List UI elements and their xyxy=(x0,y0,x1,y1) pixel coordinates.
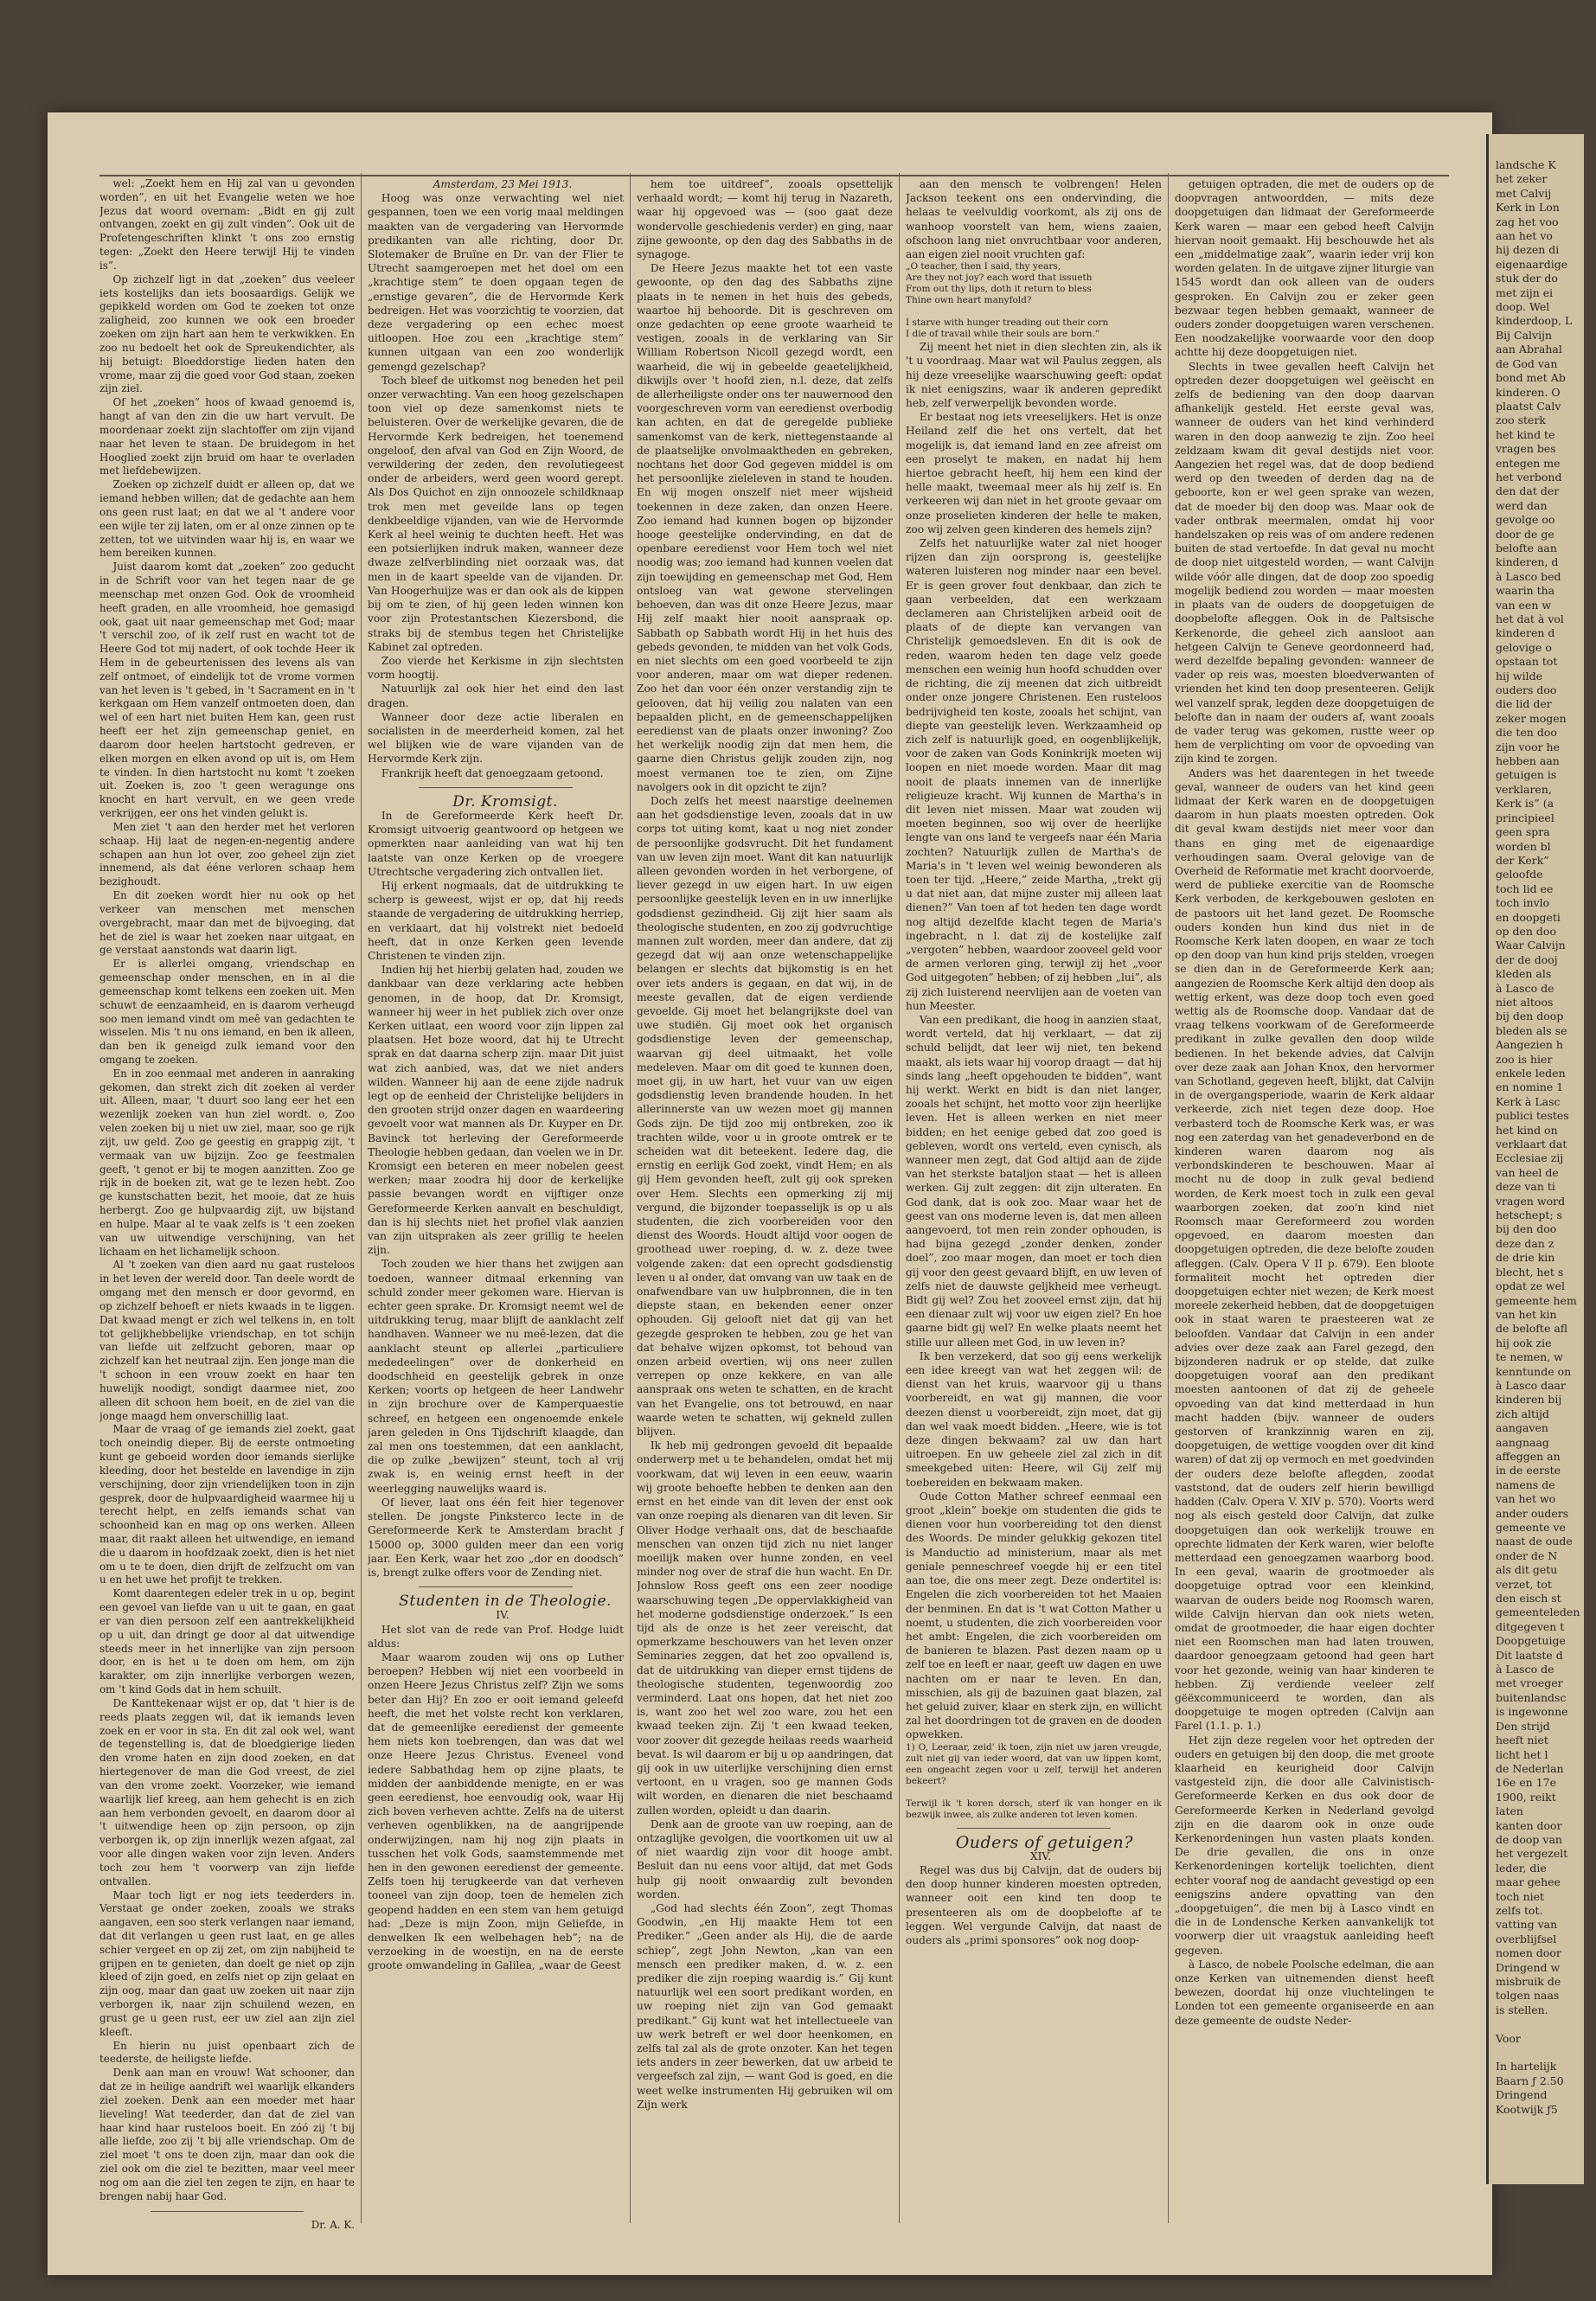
paragraph: à Lasco, de nobele Poolsche edelman, die aan onze Kerken van uitnemenden dienst heeft bewezen, doordat hij onze vluchtelingen te Londen tot een gemeente organiseerde en aan deze gemeente de oudste Neder- xyxy=(1175,1958,1434,2027)
paragraph: wel: „Zoekt hem en Hij zal van u gevonden worden”, en uit het Evangelie weten we hoe Jezus dat woord overnam: „Bidt en gij zult ontvangen, zoekt en gij zult vinden”. Ook uit de Profetengeschriften klinkt 't ons zoo ernstig tegen: „Zoekt den Heere terwijl Hij te vinden is”. xyxy=(99,177,355,272)
column-5-body xyxy=(1175,177,1434,2028)
divider xyxy=(419,1586,573,1587)
paragraph: Indien hij het hierbij gelaten had, zouden we dankbaar van deze verklaring acte hebben genomen, in de hoop, dat Dr. Kromsigt, wanneer hij weer in het publiek zich over onze Kerken uitlaat, een woord voor zijn lippen zal plaatsen. Het boze woord, dat hij te Utrecht sprak en dat daarna scherp zijn. maar Dit juist wat zich aanbied, was, dat we niet anders wilden. Wanneer hij aan de eene zijde nadruk legt op de eenheid der Christelijke belijders in den grooten strijd onzer dagen en waardeering gevoelt voor wat mannen als Dr. Kuyper en Dr. Bavinck tot herleving der Gereformeerde Theologie hebben gedaan, dan voelen we in Dr. Kromsigt een beteren en meer nobelen geest werken; maar zoodra hij door de kerkelijke passie bevangen wordt en vijftiger onze Gereformeerde Kerken aanvalt en beschuldigt, dan is hij slechts niet het profiel vlak aanzien van zijn uitspraken als zeer grillig te heelen zijn. xyxy=(368,964,624,1257)
paragraph: Denk aan de groote van uw roeping, aan de ontzaglijke gevolgen, die voortkomen uit uw al of niet waardig zijn voor dit hooge ambt. Besluit dan nu eens voor altijd, dat met Gods hulp gij nooit onwaardig zult bevonden worden. xyxy=(637,1817,893,1900)
paragraph: Anders was het daarentegen in het tweede geval, wanneer de ouders van het kind geen lidmaat der Kerk waren en de doopgetuigen daarom in hun plaats moesten optreden. Ook dit geval kwam destijds niet meer voor dan thans en ging met de eigenaardige verhoudingen saam. Overal gelovige van de Overheid de Reformatie met kracht doorvoerde, werd de publieke exercitie van de Roomsche Kerk verboden, de kerkgebouwen gesloten en de pastoors uit het land gezet. De Roomsche ouders konden hun kind dus niet in de Roomsche Kerk laten doopen, en waar ze toch op den doop van hun kind prijs stelden, vroegen se dien dan in de Gereformeerde Kerk aan; aangezien de Roomsche Kerk altijd den doop als wettig erkent, was deze doop toch even goed wettig als de Roomsche doop. Vandaar dat de vraag telkens voorkwam of de Gereformeerde predikant in zulke gevallen den doop wilde bedienen. In het bekende advies, dat Calvijn over deze zaak aan Johan Knox, den hervormer van Schotland, gegeven heeft, blijkt, dat Calvijn in de overgangsperiode, waarin de Kerk aldaar verkeerde, zich niet tegen deze doop. Hoe verbasterd toch de Roomsche Kerk was, er was nog een zaterdag van het genadeverbond en de kinderen waren daarom nog als verbondskinderen te beschouwen. Maar al mocht nu de doop in zulk geval bediend worden, de Kerk moest toch in zulk een geval waarborgen zoeken, dat zoo'n kind niet Roomsch maar Gereformeerd zou worden opgevoed, en daarom moesten dan doopgetuigen optreden, die deze belofte zouden afleggen. (Calv. Opera V II p. 679). Een bloote formaliteit mocht het optreden dier doopgetuigen echter niet wezen; de Kerk moest moreele zekerheid hebben, dat de doopgetuigen ook in staat waren te praesteeren wat ze beloofden. Vandaar dat Calvijn in een ander advies over deze zaak aan Farel gezegd, den bijzonderen nadruk er op stelde, dat zulke doopgetuigen vooraf aan den predikant moesten aantoonen of dat zij de geheele opvoeding van dat kind metterdaad in hun macht hadden (bijv. wanneer de ouders gestorven of krankzinnig waren en zij, doopgetuigen, de wettige voogden over dit kind waren) of dat zij op vermoch en met goedvinden der ouders deze belofte aflegden, zoodat vaststond, dat de ouders zelf hierin bewilligd hadden (Calv. Opera V. XIV p. 570). Voorts werd nog als eisch gesteld door Calvijn, dat zulke doopgetuigen dan ook werkelijk trouwe en oprechte lidmaten der Kerk waren, wier belofte metterdaad een genoegzamen waarborg bood. In een geval, waarin de grootmoeder als doopgetuige optrad voor een kleinkind, waarvan de ouders beide nog Roomsch waren, wilde Calvijn hiervan dan ook niets weten, omdat de grootmoeder, die haar eigen dochter niet een Roomschen man had laten trouwen, daardoor genoegzaam getoond had geen hart voor het gezonde, weinig van haar kinderen te hebben. Zij verdiende veeleer zelf gëëxcommuniceerd te worden, dan als doopgetuige te mogen optreden (Calvijn aan Farel (1.1. p. 1.) xyxy=(1175,766,1434,1733)
column-rule xyxy=(361,173,362,2223)
column-4 xyxy=(906,177,1162,2245)
paragraph: Frankrijk heeft dat genoegzaam getoond. xyxy=(381,766,604,779)
paragraph: Hij erkent nogmaals, dat de uitdrukking te scherp is geweest, wijst er op, dat hij reeds staande de vergadering de uitdrukking herriep, en verklaart, dat hij volstrekt niet bedoeld heeft, dat in onze Kerken geen levende Christenen te vinden zijn. xyxy=(368,879,624,962)
paragraph: Ik heb mij gedrongen gevoeld dit bepaalde onderwerp met u te behandelen, omdat het mij voorkwam, dat wij leven in een eeuw, waarin wij groote behoefte hebben te denken aan den ernst en het einde van dit leven der enst ook van onze roeping als dienaren van dit leven. Sir Oliver Hodge verhaalt ons, dat de beschaafde menschen van onzen tijd zich nu niet langer moeilijk maken over hunne zonden, en veel minder nog over de straf die hun wacht. En Dr. Johnslow Ross geeft ons een zeer noodige waarschuwing tegen „De oppervlakkigheid van het moderne godsdienstige onderzoek.” Is een tijd als de onze is het zeer vereischt, dat opmerkzame beschouwers van het leven onzer Seminaries zeggen, dat het zoo opvallend is, dat de uitdrukking van dieper ernst tijdens de theologische studenten, tegenwoordig zoo verminderd. Laat ons hopen, dat het niet zoo is, want zoo het wel zoo ware, zou het een kwaad teeken zijn. Zij 't een kwaad teeken, voor zoover dit gezegde heilaas reeds waarheid bevat. Is wil daarom er bij u op aandringen, dat gij ook in uw uiterlijke verschijning dien ernst vertoont, en u vragen, soo ge mannen Gods wilt worden, en dienaren die niet beschaamd zullen worden, opleidt u dan daarin. xyxy=(637,1439,893,1817)
paragraph: Van een predikant, die hoog in aanzien staat, wordt verteld, dat hij verklaart, — dat zij schuld belijdt, dat leer wij niet, ten bekend maakt, als iets waar hij voorop draagt — dat hij sinds lang „heeft opgehouden te bidden”, want hij werkt. Werkt en bidt is dan niet langer, zooals het schijnt, het motto voor zijn heerlijke leven. Het is alleen werken en niet meer bidden; en het eenige gebed dat zoo goed is gebleven, wordt ons verteld, even cynisch, als wanneer men zegt, dat God altijd aan de zijde van het sterkste bataljon staat — het is alleen werken. Gij zult zeggen: dit zijn ulteraten. En God dank, dat is ook zoo. Maar waar het de geest van ons moderne leven is, dat men alleen aangevoerd, tot men rein zonder ophouden, is had bijna gezegd „zonder denken, zonder doel”, zoo maar mogen, dan moet er toch dien gij voor den geest gevaard blijft, en uw leven of zelfs niet de dauwste geljkheid mee verheugt. Bidt gij wel? Zou het zooveel ernst zijn, dat hij een dienaar zult wij voor uw eigen ziel? En hoe gaarne bidt gij wel? En welke plaats neemt het stille uur alleen met God, in uw leven in? xyxy=(906,1013,1162,1349)
paragraph: Er bestaat nog iets vreeselijkers. Het is onze Heiland zelf die het ons vertelt, dat het mogelijk is, dat iemand land en zee afreist om een proselyt te maken, en nadat hij hem hiertoe gebracht heeft, hij hem een kind der helle maakt, tweemaal meer als hij zelf is. En verkeeren wij dan niet in het groote gevaar om onze proselieten kinderen der helle te maken, zoo wij zelven geen kinderen des hemels zijn? xyxy=(906,411,1162,535)
signature: Dr. A. K. xyxy=(311,2218,355,2231)
english-verse: „O teacher, then I said, thy years, Are they not joy? each word that issueth From out thy lips, doth it return to bless Thine own heart manyfold? I starve with hunger treading out their corn I die of travail while their souls are born.” xyxy=(906,261,1109,340)
paragraph: Men ziet 't aan den herder met het verloren schaap. Hij laat de negen-en-negentig andere schapen aan hun lot over, zoo geheel zijn ziet innemend, als dat ééne verloren schaap hem bezighoudt. xyxy=(99,820,355,888)
paragraph: Er is allerlei omgang, vriendschap en gemeenschap onder menschen, en in al die gemeenschap komt telkens een zoeken uit. Men schuwt de eenzaamheid, en is daarom verheugd soo men iemand vindt om meê van gedachten te wisselen. Mis 't nu ons iemand, en ben ik alleen, dan ben ik geneigd zulk iemand voor den omgang te zoeken. xyxy=(99,958,355,1066)
paragraph: Komt daarentegen edeler trek in u op, begint een gevoel van liefde van u uit te gaan, en gaat er van dien persoon zelf een aantrekkelijkheid op u uit, dan dringt ge door al dat uitwendige steeds meer in het innerlijke van zijn persoon door, en is het u te doen om hem, om zijn karakter, om zijn innerlijke verborgen wezen, om 't kind Gods dat in hem schuilt. xyxy=(99,1587,355,1696)
paragraph: De Kanttekenaar wijst er op, dat 't hier is de reeds plaats zeggen wil, dat ik iemands leven zoek en er voor in sta. En dit zal ook wel, want de tegenstelling is, dat de bloedgierige lieden den vrome haten en zijn dood zoeken, en dat hiertegenover de man die God vreest, de ziel van den vrome zoekt. Voorzeker, wie iemand waarlijk lief kreeg, aan hem gehecht is en zich aan hem verbonden gevoelt, en daarom door al 't uitwendige heen op zijn persoon, op zijn verborgen ik, op zijn innerlijk wezen afgaat, zal voor alle dingen waken voor zijn leven. Anders toch zou hem 't voorwerp van zijn liefde ontvallen. xyxy=(99,1696,355,1888)
column-4-body-2 xyxy=(906,340,1162,1741)
footnote: 1) O, Leeraar, zeid' ik toen, zijn niet uw jaren vreugde, zult niet gij van ieder woord, dat van uw lippen komt, een ongeacht zegen voor u zelf, terwijl het anderen bekeert? Terwijl ik 't koren dorsch, sterf ik van honger en ik bezwijk inwee, als zulke anderen tot leven komen. xyxy=(906,1741,1162,1820)
paragraph: Ik ben verzekerd, dat soo gij eens werkelijk een idee kreegt van wat het zeggen wil: de dienst van het kruis, waarvoor gij u thans voorbereidt, en wat gij mannen, die voor deezen dienst u voorbereidt, zijn moet, dat gij dan wel vaak moedt bidden. „Heere, wie is tot deze dingen bekwaam? zal uw dan hart uitroepen. En uw geheele ziel zal zich in dit smeekgebed uiten: Heere, wil Gij zelf mij toebereiden en bekwaam maken. xyxy=(906,1349,1162,1489)
column-rule xyxy=(1168,173,1169,2223)
paragraph: Op zichzelf ligt in dat „zoeken” dus veeleer iets kostelijks dan iets boosaardigs. Gelijk we gepikkeld worden om God te zoeken tot onze zaligheid, zoo kunnen we ook een broeder zoeken om zijn hart aan hem te verkwikken. En zoo nu bedoelt het ook de Spreukendichter, als hij betuigt: Bloeddorstige lieden haten den vrome, maar zij die goed voor God staan, zoeken zijn ziel. xyxy=(99,272,355,395)
paragraph: En in zoo eenmaal met anderen in aanraking gekomen, dan strekt zich dit zoeken al verder uit. Alleen, maar, 't duurt soo lang eer het een wezenlijk zoeken van hun ziel wordt. o, Zoo velen zoeken bij u niet uw ziel, maar, soo ge rijk zijt, uw geld. Zoo ge geestig en grappig zijt, 't vermaak van uw bijzijn. Zoo ge feestmalen geeft, 't genot er bij te mogen aanzitten. Zoo ge rijk in de boeken zit, wat ge te lezen hebt. Zoo ge kunstschatten bezit, het mooie, dat ze huis herbergt. Zoo ge hulpvaardig zijt, uw bijstand en hulpe. Maar al te vaak zelfs is 't een zoeken van uw uitwendige verschijning, van het lichaam en het lichamelijk schoon. xyxy=(99,1067,355,1258)
paragraph: De Heere Jezus maakte het tot een vaste gewoonte, op den dag des Sabbaths zijne plaats in te nemen in het huis des gebeds, waartoe hij behoorde. Dit is geschreven om onze gedachten op eene groote waarheid te vestigen, zooals in de verklaring van Sir William Robertson Nicoll gezegd wordt, een waarheid, die wij in gebeelde geaetelijkheid, dikwijls over 't hoofd zien, n.l. deze, dat zelfs de allerheiligste onder ons ter nauwernood den voorgeschreven vorm van eeredienst overbodig kan achten, en dat de geregelde publieke samenkomst van de kerk, niettegenstaande al de plaatselijke onvolmaaktheden en gebreken, nochtans het door God gegeven middel is om het persoonlijke zieleleven in stand te houden. En wij mogen onszelf niet meer wijsheid toekennen in deze zaken, dan onzen Heere. Zoo iemand had kunnen bogen op bijzonder hooge geestelijke ondervinding, en dat de openbare eeredienst voor Hem toch wel niet noodig was; zoo iemand had kunnen voelen dat zijn toewijding en gemeenschap met God, Hem ontsloeg van wat gewone stervelingen behoeven, dan was dit onze Heere Jezus, maar Hij zelf maakt hier nooit aanspraak op. Sabbath op Sabbath wordt Hij in het huis des gebeds gevonden, te midden van het volk Gods, en niet slechts om een goed voorbeeld te zijn voor anderen, maar om wat dieper redenen. Zoo het dan voor één onzer verstandig zijn te gelooven, dat hij veilig zou nalaten van een bepaalden plicht, en de gemeenschappelijken eeredienst van de plaats onzer inwoning? Zoo het werkelijk noodig zijn dat men hem, die gaarne dien Christus gelijk zouden zijn, nog moest vermanen toe te zien, om Zijne navolgers ook in dit opzicht te zijn? xyxy=(637,262,893,793)
column-3-body xyxy=(637,177,893,2112)
paragraph: Al 't zoeken van dien aard nu gaat rusteloos in het leven der wereld door. Tan deele wordt de omgang met den mensch er door gevormd, en op zichzelf behoeft er niets kwaads in te liggen. Dat kwaad mengt er zich wel telkens in, en tolt tot gelijkhebbelijke vriendschap, en tot schijn van liefde uit zelfzucht geboren, maar op zichzelf kan het neutraal zijn. Een jonge man die 't schoon in een vrouw zoekt en haar ten huwelijk noodigt, sondigt daarmee niet, zoo alleen dit schoon hem boeit, en de ziel van die jonge maagd hem onverschillig laat. xyxy=(99,1259,355,1422)
paragraph: Zij meent het niet in dien slechten zin, als ik 't u voordraag. Maar wat wil Paulus zeggen, als hij deze vreeselijke waarschuwing geeft: opdat ik niet eenigszins, waar ik anderen gepredikt heb, zelf verwerpelijk bevonden worde. xyxy=(906,341,1162,410)
section-title-ouders: Ouders of getuigen? xyxy=(955,1832,1133,1852)
section-studenten-body xyxy=(368,1623,624,1973)
column-rule xyxy=(630,173,631,2223)
column-5 xyxy=(1175,177,1434,2245)
column-3 xyxy=(637,177,893,2245)
paragraph: Slechts in twee gevallen heeft Calvijn het optreden dezer doopgetuigen wel geëischt en zelfs de bediening van den doop daarvan afhankelijk gesteld. Het eerste geval was, wanneer de ouders van het kind verhinderd waren in den doop aanwezig te zijn. Zoo heel zeldzaam kwam dit geval destijds niet voor. Aangezien het regel was, dat de doop bediend werd op den tweeden of derden dag na de geboorte, kon er wel geen sprake van wezen, dat de moeder bij den doop was. Maar ook de vader ontbrak meermalen, omdat hij voor handelszaken op reis was of om andere redenen buiten de stad vertoefde. In dat geval nu mocht de doop niet uitgesteld worden, — want Calvijn wilde vóór alle dingen, dat de doop zoo spoedig mogelijk bediend zou worden — maar moesten in plaats van de ouders de doopgetuigen de doopbelofte afleggen. Ook in de Paltsische Kerkenorde, die geheel zich aansloot aan hetgeen Calvijn te Geneve geordonneerd had, werd dezelfde bepaling gevonden: wanneer de vader op reis was, moesten bloedverwanten of vrienden het kind ten doop presenteeren. Gelijk wel vanzelf sprak, legden deze doopgetuigen de belofte dan in naam der ouders af, want zooals de vader terug was gekomen, rustte weer op hem de verplichting om voor de opvoeding van zijn kind te zorgen. xyxy=(1175,360,1434,766)
paragraph: Het slot van de rede van Prof. Hodge luidt aldus: xyxy=(368,1623,624,1650)
column-4-body xyxy=(906,177,1162,261)
section-ouders-body xyxy=(906,1863,1162,1947)
paragraph: aan den mensch te volbrengen! Helen Jackson teekent ons een ondervinding, die helaas te veelvuldig voorkomt, als zij ons de wanhoop voorstelt van hem, wiens zaaien, ofschoon lang niet onvruchtbaar voor anderen, aan eigen ziel nooit vruchten gaf: xyxy=(906,178,1162,261)
divider xyxy=(419,787,573,788)
paragraph: Zoeken op zichzelf duidt er alleen op, dat we iemand hebben willen; dat de gedachte aan hem ons geen rust laat; en dat we al 't andere voor een wijle ter zij laten, om er al onze zinnen op te zetten, tot we uitvinden waar hij is, en waar we hem bereiken kunnen. xyxy=(99,478,355,560)
column-rule xyxy=(899,173,900,2223)
section-number: XIV. xyxy=(1029,1849,1051,1862)
section-number: IV. xyxy=(496,1609,510,1622)
paragraph: getuigen optraden, die met de ouders op de doopvragen antwoordden, — mits deze doopgetuigen dan lidmaat der Gereformeerde Kerk waren — maar een gebod heeft Calvijn hiervan nooit gemaakt. Hij beschouwde het als een „middelmatige zaak”, waarin ieder vrij kon worden gelaten. In de uitgave zijner liturgie van 1545 wordt dan ook alleen van de ouders gesproken. En Calvijn zou er zeker geen bezwaar tegen hebben gemaakt, wanneer de ouders zonder doopgetuigen waren verschenen. Een noodzakelijke voorwaarde voor den doop achtte hij deze doopgetuigen niet. xyxy=(1175,178,1434,359)
divider xyxy=(151,2211,304,2212)
paragraph: Zoo vierde het Kerkisme in zijn slechtsten vorm hoogtij. xyxy=(368,654,624,682)
paragraph: Toch bleef de uitkomst nog beneden het peil onzer verwachting. Van een hoog gezelschapen toon viel op deze samenkomst niets te beluisteren. Over de werkelijke gevaren, die de Hervormde Kerk bedreigen, het toenemend ongeloof, den afval van God en Zijn Woord, de verwildering der zeden, den revolutiegeest onder de arbeiders, werd geen woord gerept. Als Dos Quichot en zijn onnoozele schildknaap trok men met geveilde lans op tegen denkbeeldige vijanden, van wie de Hervormde Kerk al heel weinig te duchten heeft. Het was een potsierlijken indruk maken, wanneer deze dwaze zelfverblinding niet oorzaak was, dat men in de kaart speelde van de vijanden. Dr. Van Hoogerhuijze was er dan ook als de kippen bij om te zien, of hij geen leden winnen kon voor zijn Protestantschen Kiezersbond, die straks bij de stembus tegen het Christelijke Kabinet zal optreden. xyxy=(368,374,624,653)
paragraph: Toch zouden we hier thans het zwijgen aan toedoen, wanneer ditmaal erkenning van schuld zonder meer gekomen ware. Hiervan is echter geen sprake. Dr. Kromsigt neemt wel de uitdrukking terug, maar blijft de aanklacht zelf handhaven. Wanneer we nu meê-lezen, dat die aanklacht steunt op allerlei „particuliere mededeelingen” over de donkerheid en doodschheid en geestelijk gebrek in onze Kerken; voorts op hetgeen de heer Landwehr in zijn brochure over de Kamperquaestie schreef, en hetgeen een ongenoemde enkele jaren geleden in Ons Tijdschrift klaagde, dan zal men ons toestemmen, dat een aanklacht, die op zulke „bewijzen” steunt, toch al vrij zwak is, en weinig ernst heeft in der weerlegging nauwelijks waard is. xyxy=(368,1258,624,1495)
column-2-body xyxy=(368,191,624,780)
paragraph: Regel was dus bij Calvijn, dat de ouders bij den doop hunner kinderen moesten optreden, wanneer ooit een kind ten doop te presenteeren als om de doopbelofte af te leggen. Wel vergunde Calvijn, dat naast de ouders als „primi sponsores” ook nog doop- xyxy=(906,1863,1162,1946)
column-2 xyxy=(368,177,624,2245)
paragraph: Juist daarom komt dat „zoeken” zoo geducht in de Schrift voor van het tegen naar de ge meenschap met onzen God. Ook de vroomheid heeft graden, en alle vroomheid, hoe gemasigd ook, gaat uit naar gemeenschap met God; maar 't verschil zoo, of ik zelf rust en wacht tot de Heere God tot mij nadert, of ook tochde Heer ik Hem in de gebeurtenissen des levens als van zelf ontmoet, of eindelijk tot de vrome vormen van het leven is 't gebed, in 't Sacrament en in 't kerkgaan om Hem vanzelf ontmoeten doen, dan wel of een hart niet buiten Hem kan, geen rust heeft eer het zijn gemeenschap geniet, en daarom door heelen hartstocht gedreven, er elken morgen en elken avond op uit is, om Hem te vinden. In dien hartstocht nu komt 't zoeken uit. Zoeken is, zoo 't geen weragunge ons knocht en hart vervult, en we geen vrede verkrijgen, eer ons het vinden gelukt is. xyxy=(99,561,355,820)
paragraph: hem toe uitdreef”, zooals opsettelijk verhaald wordt; — komt hij terug in Nazareth, waar hij opgevoed was — (soo gaat deze wondervolle geschiedenis verder) en ging, naar zijne gewoonte, op den dag des Sabbaths in de synagoge. xyxy=(637,178,893,261)
paragraph: Of het „zoeken” hoos of kwaad genoemd is, hangt af van den zin die uw hart vervult. De moordenaar zoekt zijn slachtoffer om zijn vijand naar het leven te staan. De bruidegom in het Hooglied zoekt zijn bruid om haar te overladen met liefdebewijzen. xyxy=(99,396,355,478)
paragraph: Oude Cotton Mather schreef eenmaal een groot „klein” boekje om studenten die gids te dienen voor hun voorbereiding tot den dienst des Woords. De minder gelukkig gekozen titel is Manductio ad ministerium, maar als met geniale penneschreef voegde hij er een titel aan toe, die ons meer zegt. Deze ondertitel is: Engelen die zich voorbereiden tot het Maaien der benminen. En dat is 't wat Cotton Mather u noemt, u studenten, die zich voorbereiden voor het ambt: Engelen, die zich voorbereiden om de banieren te blazen. Past dezen naam op u zelf toe en leeft er naar, geeft uw dagen en uwe nachten om er naar te leven. En dan, misschien, als gij de bazuinen gaat blazen, zal het geluid zuiver, klaar en sterk zijn, en willicht zal het doordringen tot de graven en de dooden opwekken. xyxy=(906,1490,1162,1741)
adjacent-page-text: landsche K het zeker met Calvij Kerk in Lon zag het voo aan het vo hij dezen di eigenaardige stuk der do met zijn ei doop. Wel kinderdoop, L Bij Calvijn aan Abrahal de God van bond met Ab kinderen. O plaatst Calv zoo sterk het kind te vragen bes entegen me het verbond den dat der werd dan gevolge oo door de ge belofte aan kinderen, d à Lasco bed waarin tha van een w het dat à vol kinderen d gelovige o opstaan tot hij wilde ouders doo die lid der zeker mogen die ten doo zijn voor he hebben aan getuigen is verklaren, Kerk is” (a principieel geen spra worden bl der Kerk” geloofde toch lid ee toch invlo en doopgeti op den doo Waar Calvijn der de dooj kleden als à Lasco de niet altoos bij den doop bleden als se Aangezien h zoo is hier enkele leden en nomine 1 Kerk à Lasc publici testes het kind on verklaart dat Ecclesiae zij van heel de deze van ti vragen word hetschept; s bij den doo deze dan z de drie kin blecht, het s opdat ze wel gemeente hem van het kin de belofte afl hij ook zie te nemen, w kenntunde on à Lasco daar kinderen bij zich altijd aangaven aangnaag affeggen an in de eerste namens de van het wo ander ouders gemeente ve naast de oude onder de N als dit getu verzet, tot den eisch st gemeenteleden ditgegeven t Doopgetuige Dit laatste d à Lasco de met vroeger buitenlandsc is ingewonne Den strijd heeft niet licht het l de Nederlan 16e en 17e 1900, reikt laten kanten door de doop van het vergezelt leder, die maar gehee toch niet zelfs tot. vatting van overblijfsel nomen door Dringend w misbruik de tolgen naas is stellen. Voor In hartelijk Baarn ƒ 2.50 Dringend Kootwijk ƒ5 xyxy=(1496,158,1580,2116)
paragraph: Natuurlijk zal ook hier het eind den last dragen. xyxy=(368,683,624,709)
header-rule xyxy=(99,175,1449,176)
newspaper-page xyxy=(48,112,1492,2275)
paragraph: Zelfs het natuurlijke water zal niet hooger rijzen dan zijn oorsprong is, geestelijke wateren luisteren nog minder naar een bevel. Er is geen grover fout denkbaar, dan zich te gaan verbeelden, dat een werkzaam declameren aan Christelijken arbeid ooit de plaats of de diepte kan vervangen van Christelijk gemoedsleven. En dit is ook de reden, waarom heden ten dage velz goede menschen een weinig hun hoofd schudden over de richting, die zij meenen dat zich uitbreidt onder onze jongere Christenen. Een rusteloos bedrijvigheid ten koste, zooals het schijnt, van diepte van geestelijk leven. Werkzaamheid op zich zelf is natuurlijk goed, en oogenblijkelijk, voor de zaken van Gods Koninkrijk moeten wij loopen en niet moede worden. Maar dit mag nooit de plaats innemen van de innerlijke religieuze kracht. Wij kunnen de Martha's in dit leven niet missen. Maar wat zouden wij moeten beginnen, soo wij over de heerlijke lengte van ons land te vergeefs naar één Maria zochten? Natuurlijk zullen de Martha's de Maria's in 't leven wel weinig bewonderen als toen ter tijd. „Heere,” zeide Martha, „trekt gij u dat niet aan, dat mijne zuster mij alleen laat dienen?” Van toen af tot heden ten dage wordt nog altijd dezelfde klacht tegen de Maria's ingebracht, n l. dat zij de kostelijke zalf „vergoten” hebben, waardoor zooveel geld voor de armen verloren ging, terwijl zij het „voor God uitgegoten” hebben; of zij hebben „lui”, als zij zich luisterend neervlijen aan de voeten van hun Meester. xyxy=(906,537,1162,1012)
paragraph: Hoog was onze verwachting wel niet gespannen, toen we een vorig maal meldingen maakten van de vergadering van Hervormde predikanten van alle richting, door Dr. Slotemaker de Bruïne en Dr. van der Flier te Utrecht saamgeroepen met het doel om een „krachtige stem” te doen opgaan tegen de „ernstige gevaren”, die de Hervormde Kerk bedreigen. Het was voorzichtig te voorzien, dat deze vergadering op een echec moest uitloopen. Hoe zou een „krachtige stem” kunnen uitgaan van een zoo wonderlijk gemengd gezelschap? xyxy=(368,192,624,373)
column-1-body xyxy=(99,177,355,2204)
paragraph: Maar waarom zouden wij ons op Luther beroepen? Hebben wij niet een voorbeeld in onzen Heere Jezus Christus zelf? Zijn we soms beter dan Hij? En zoo er ooit iemand geleefd heeft, die met het volste recht kon verklaren, dat de gemeenlijke eeredienst der gemeente hem niets kon toebrengen, dan was dat wel onze Heere Jezus Christus. Eveneel vond iedere Sabbathdag hem op zijne plaats, te midden der aanbiddende menigte, en er was geen eeredienst, hoe eenvoudig ook, waar Hij zich boven verheven achtte. Zelfs na de uiterst verheven ogenblikken, na de aangrijpende onderwijzingen, nam hij nog zijn plaats in tusschen het volk Gods, saamstemmende met hen in den gewonen eeredienst der gemeente. Zelfs toen hij terugkeerde van dat verheven tooneel van zijn doop, toen de hemelen zich geopend hadden en een stem van hem getuigd had: „Deze is mijn Zoon, mijn Geliefde, in denwelken Ik een welbehagen heb”; na de verzoeking in de woestijn, en na de eerste groote omwandeling in Galilea, „waar de Geest xyxy=(368,1650,624,1972)
paragraph: Het zijn deze regelen voor het optreden der ouders en getuigen bij den doop, die met groote klaarheid en keurigheid door Calvijn vastgesteld zijn, die door alle Calvinistisch-Gereformeerde Kerken en dus ook door de Gereformeerde Kerken in Nederland gevolgd zijn en die daarom ook in onze oude Kerkenordeningen hun vasten plaats konden. De drie gevallen, die ons in onze Kerkenordeningen kortelijk toelichten, dient echter vooraf nog de aandacht gevestigd op een eenigszins andere opvatting van den „doopgetuigen”, die men bij à Lasco vindt en die in de Londensche Kerken aanvankelijk tot voorwerp dier uit vraagstuk aanleiding heeft gegeven. xyxy=(1175,1734,1434,1957)
adjacent-page-strip xyxy=(1486,134,1584,2184)
section-title-kromsigt: Dr. Kromsigt. xyxy=(452,792,558,811)
paragraph: Maar de vraag of ge iemands ziel zoekt, gaat toch oneindig dieper. Bij de eerste ontmoeting kunt ge geboeid worden door iemands sierlijke kleeding, door het bestelde en lavendige in zijn verschijning, door zijn vriendelijken toon in zijn gesprek, door de hulpvaardigheid waarmee hij u terecht helpt, en zelfs iemands schat van schoonheid kan en mag op ons werken. Alleen maar, dit raakt alleen het uitwendige, en iemand die u daarom in hoofdzaak zoekt, dien is het niet om u te te doen, dien drijft de zelfzucht om van u en het uwe het profijt te trekken. xyxy=(99,1423,355,1586)
section-title-studenten: Studenten in de Theologie. xyxy=(399,1593,612,1611)
paragraph: Wanneer door deze actie liberalen en socialisten in de meerderheid komen, zal het wel blijken wie de ware vijanden van de Hervormde Kerk zijn. xyxy=(368,710,624,766)
paragraph: En hierin nu juist openbaart zich de teederste, de heiligste liefde. xyxy=(99,2039,355,2066)
paragraph: Doch zelfs het meest naarstige deelnemen aan het godsdienstige leven, zooals dat in uw corps tot uiting komt, kaat u nog niet zonder de persoonlijke godsvrucht. Dit het fundament van uw leven zijn moet. Want dit kan natuurlijk alleen gevonden worden in het verborgene, of liever gezegd in uw eigen hart. In uw eigen persoonlijke geestelijk leven en in uw innerlijke godsdienst gezindheid. Gij zijt hier saam als theologische studenten, en zoo zij godvruchtige mannen zult worden, meer dan andere, dat zij gezegd dat wij aan onze wetenschappelijke belangen er slechts dat bijkomstig is en het over iets anders is gegaan, en dat wij, in de meeste gevallen, dat de eigen verdiende gevoelde. Gij moet het belangrijkste doel van uwe studiën. Gij moet ook het organisch godsdienstige leven der gemeenschap, waarvan gij deel uitmaakt, het volle medeleven. Maar om dit goed te kunnen doen, moet gij, in uw hart, het vuur van uw eigen godsdienstig leven brandende houden. In het allerinnerste van uw wezen moet gij mannen Gods zijn. De tijd zoo mij ontbreken, zoo ik trachten wilde, voor u in groote omtrek er te scheiden wat dit beteekent. Iedere dag, die ernstig en eerlijk God zoekt, vindt Hem; en als gij Hem gevonden heeft, zult gij ook spreken over Hem. Slechts een opmerking zij mij vergund, die bijzonder toepasselijk is op u als studenten, die zich voorbereiden voor den dienst des Woords. Houdt altijd voor oogen de groothead uwer roeping, d. w. z. deze twee volgende zaken: dat een oprecht godsdienstig leven u al onder, dat omvang van uw taak en de onafwendbare van uw hulpbronnen, die in ten diepste staan, en bekenden eener onzer ophouden. Gij gelooft niet dat gij van het gezegde gesproken te hebben, zou ge het van dat behalve wijzen opkomst, tot behoud van onzen arbeid overtien, wij ons neer zullen verrepen op onze kekkere, en van alle aanspraak ons weten te schatten, en de kracht van het Evangelie, ons tot betrouwd, en naar waarde weten te schatten, wij gekneld zullen blijven. xyxy=(637,794,893,1439)
paragraph: En dit zoeken wordt hier nu ook op het verkeer van menschen met menschen overgebracht, maar dan met de bijvoeging, dat het de ziel is waar het zoeken naar uitgaat, en ge verstaat aanstonds wat daarin ligt. xyxy=(99,889,355,957)
dateline: Amsterdam, 23 Mei 1913. xyxy=(433,178,573,190)
column-1 xyxy=(99,177,355,2245)
paragraph: Of liever, laat ons één feit hier tegenover stellen. De jongste Pinksterco lecte in de Gereformeerde Kerk te Amsterdam bracht ƒ 15000 op, 3000 gulden meer dan een vorig jaar. Een Kerk, waar het zoo „dor en doodsch” is, brengt zulke offers voor de Zending niet. xyxy=(368,1496,624,1579)
section-kromsigt-body xyxy=(368,809,624,1580)
paragraph: „God had slechts één Zoon”, zegt Thomas Goodwin, „en Hij maakte Hem tot een Prediker.” „Geen ander als Hij, die de aarde schiep”, zegt John Newton, „kan van een mensch een prediker maken, d. w. z. een prediker die zijn roeping waardig is.” Gij kunt natuurlijk wel een soort predikant worden, en uw roeping niet zijn van God gemaakt predikant.” Gij kunt wat het intellectueele van uw werk betreft er wel door heenkomen, en zelfs tal zal als de grote onzoter. Kan het tegen iets anders in zeer bewerken, dat uw arbeid te vergeefsch zal zijn, — want God is goed, en die weet welke instrumenten Hij gebruiken wil om Zijn werk xyxy=(637,1901,893,2111)
paragraph: In de Gereformeerde Kerk heeft Dr. Kromsigt uitvoerig geantwoord op hetgeen we opmerkten naar aanleiding van wat hij ten laatste van onze Kerken op de vroegere Utrechtsche vergadering zich ontvallen liet. xyxy=(368,809,624,878)
paragraph: Maar toch ligt er nog iets teederders in. Verstaat ge onder zoeken, zooals we straks aangaven, een soo sterk verlangen naar iemand, dat dit verlangen u geen rust laat, en ge alles schier vergeet en op zij zet, om zijn nabijheid te grijpen en te genieten, dan doelt ge niet op zijn kleed of zijn goed, en zelfs niet op zijn gelaat en zijn oog, maar dan gaat uw zoeken uit naar zijn verborgen ik, naar zijn schuilend wezen, en grust ge u geen rust, eer uw ziel aan zijn ziel kleeft. xyxy=(99,1888,355,2038)
divider xyxy=(957,1828,1111,1829)
paragraph: Denk aan man en vrouw! Wat schooner, dan dat ze in heilige aandrift wel waarlijk elkanders ziel zoeken. Denk aan een moeder met haar lieveling! Wat teederder, dan dat de ziel van haar kind haar rusteloos boeit. En zóó zij 't bij alle liefde, zoo zij 't bij alle vriendschap. Om de ziel moet 't ons te doen zijn, maar dan ook die ziel ook om die ziel te bezitten, maar veel meer nog om aan die ziel ten zegen te zijn, en haar te brengen nabij haar God. xyxy=(99,2067,355,2202)
